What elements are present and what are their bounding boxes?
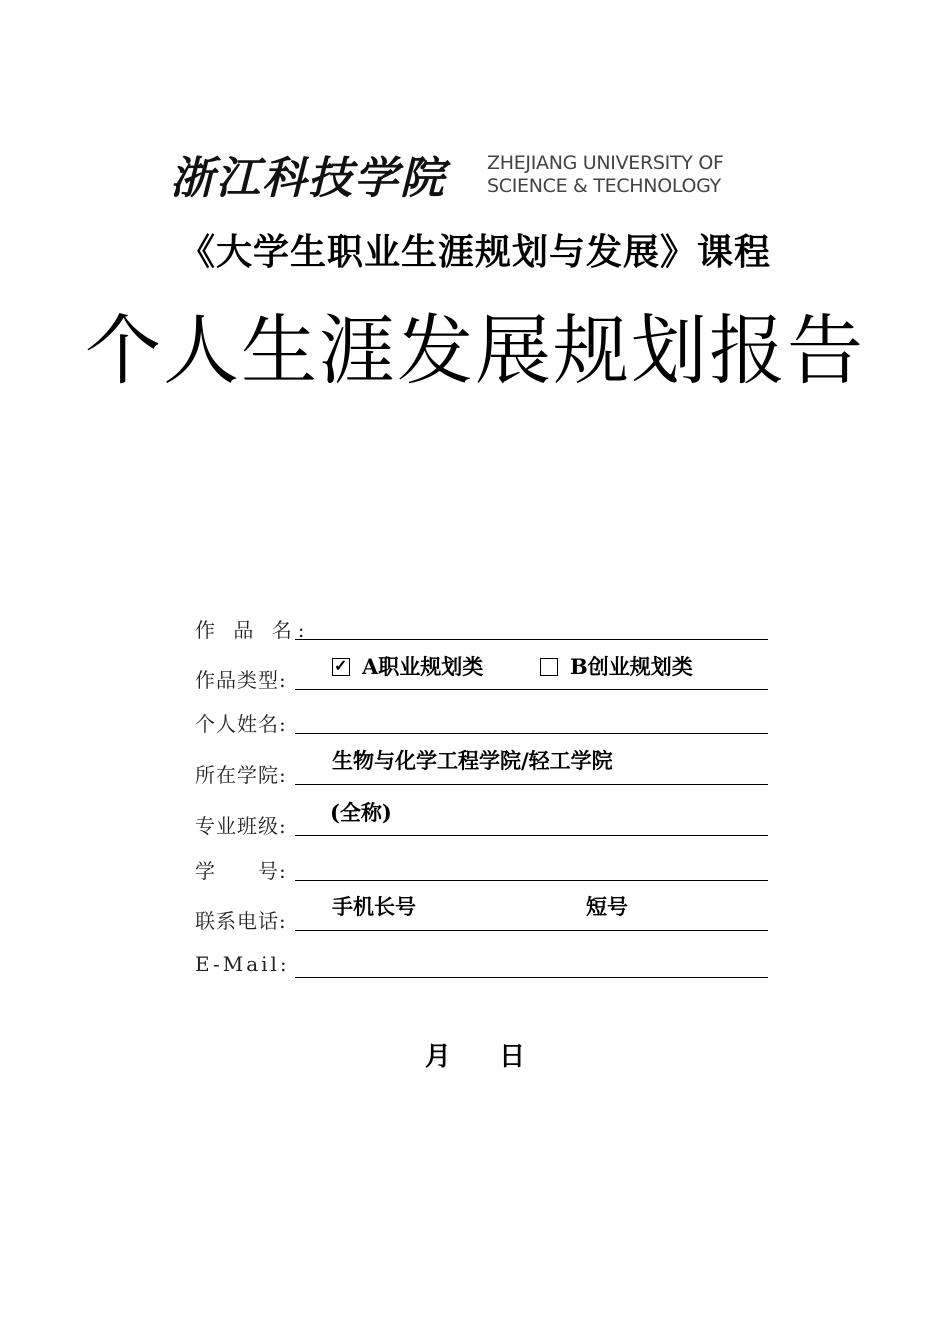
work-name-label: 作 品 名:: [195, 618, 311, 642]
work-type-option-b[interactable]: [540, 651, 693, 681]
phone-field[interactable]: [295, 930, 768, 931]
class-value: (全称): [330, 800, 392, 825]
logo-english-line1: ZHEJIANG UNIVERSITY OF: [487, 152, 724, 174]
college-field[interactable]: [295, 784, 768, 785]
student-id-field[interactable]: [295, 880, 768, 881]
empty-box-icon[interactable]: [540, 658, 558, 676]
date-line: [0, 1036, 950, 1073]
university-logo-english: [487, 152, 724, 198]
course-title: 《大学生职业生涯规划与发展》课程: [178, 231, 771, 273]
name-field[interactable]: [295, 733, 768, 734]
email-label: E-Mail:: [195, 952, 290, 976]
work-type-option-b-label: B创业规划类: [570, 654, 693, 679]
phone-long-label: 手机长号: [332, 894, 416, 919]
name-label: 个人姓名:: [195, 712, 287, 736]
checked-box-icon[interactable]: ✓: [332, 658, 350, 676]
date-day: 日: [499, 1042, 526, 1072]
phone-label: 联系电话:: [195, 909, 287, 933]
report-title: 个人生涯发展规划报告: [85, 306, 865, 395]
class-field[interactable]: [295, 835, 768, 836]
student-id-label: 学 号:: [195, 859, 287, 883]
college-value: 生物与化学工程学院/轻工学院: [332, 748, 613, 773]
work-type-option-a[interactable]: [332, 651, 483, 681]
work-type-option-a-label: A职业规划类: [362, 654, 484, 679]
email-field[interactable]: [295, 977, 768, 978]
work-type-field: [295, 689, 768, 690]
class-label: 专业班级:: [195, 814, 287, 838]
phone-short-label: 短号: [586, 894, 628, 919]
logo-english-line2: SCIENCE & TECHNOLOGY: [487, 175, 721, 197]
work-type-label: 作品类型:: [195, 668, 287, 692]
date-month: 月: [424, 1042, 451, 1072]
work-name-field[interactable]: [295, 639, 768, 640]
college-label: 所在学院:: [195, 763, 287, 787]
university-logo-chinese: 浙江科技学院: [170, 153, 446, 204]
